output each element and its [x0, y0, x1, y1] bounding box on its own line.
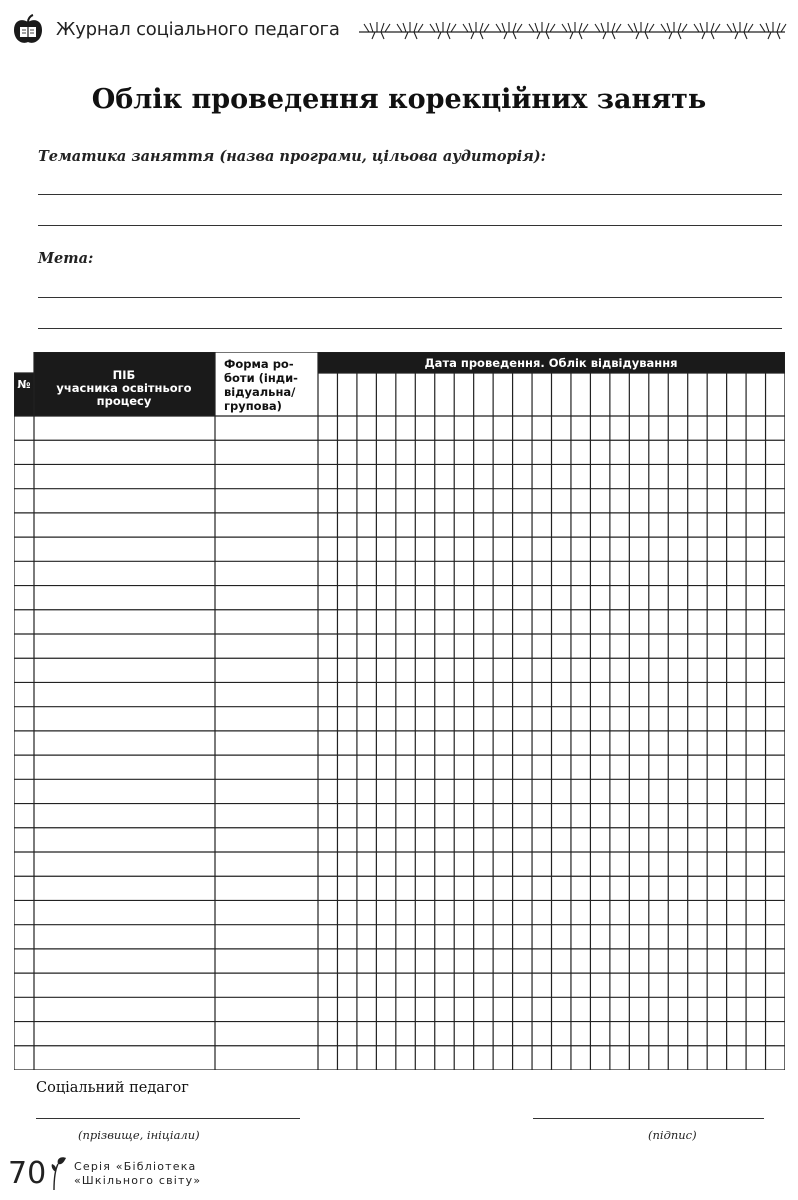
vine-leaf	[430, 22, 456, 39]
sign-caption: (підпис)	[648, 1128, 697, 1142]
vine-leaf	[727, 22, 753, 39]
vine-leaf	[529, 22, 555, 39]
vine-leaf	[496, 22, 522, 39]
goal-label: Мета:	[38, 250, 94, 267]
topic-label: Тематика заняття (назва програми, цільова аудиторія):	[38, 148, 546, 165]
header-form-3: відуальна/	[224, 385, 296, 399]
series-line-2: «Шкільного світу»	[74, 1174, 202, 1187]
vine-leaf	[463, 22, 489, 39]
vine-leaf	[364, 22, 390, 39]
series-text	[74, 1160, 201, 1188]
header-name-1: ПІБ	[112, 368, 136, 382]
journal-title: Журнал соціального педагога	[56, 19, 340, 40]
vine-leaf	[760, 22, 786, 39]
header-form-4: групова)	[224, 399, 282, 413]
vine-leaf	[628, 22, 654, 39]
vine-leaf	[562, 22, 588, 39]
goal-line-1[interactable]	[38, 297, 782, 298]
topic-line-1[interactable]	[38, 194, 782, 195]
header-number: №	[17, 378, 31, 391]
sign-signature-line[interactable]	[533, 1118, 764, 1119]
vine-ornament-icon	[357, 18, 787, 42]
page-number: 70	[8, 1156, 47, 1191]
leaf-sprout-icon	[50, 1156, 68, 1192]
vine-leaf	[595, 22, 621, 39]
topic-line-2[interactable]	[38, 225, 782, 226]
header-form-1: Форма ро-	[224, 357, 294, 371]
vine-leaf	[694, 22, 720, 39]
page-header	[12, 10, 788, 50]
vine-leaf	[661, 22, 687, 39]
header-name-3: процесу	[96, 394, 152, 408]
name-signature-line[interactable]	[36, 1118, 300, 1119]
header-dates: Дата проведення. Облік відвідування	[424, 356, 678, 370]
header-form-2: боти (інди-	[224, 371, 298, 385]
goal-line-2[interactable]	[38, 328, 782, 329]
name-caption: (прізвище, ініціали)	[78, 1128, 200, 1142]
page-title: Облік проведення корекційних занять	[91, 84, 707, 115]
signature-label: Соціальний педагог	[36, 1080, 189, 1096]
series-line-1: Серія «Бібліотека	[74, 1160, 197, 1173]
apple-book-icon	[12, 14, 44, 46]
page-footer	[8, 1152, 308, 1196]
vine-leaf	[397, 22, 423, 39]
attendance-table	[14, 352, 785, 1070]
header-name-2: учасника освітнього	[56, 381, 192, 395]
